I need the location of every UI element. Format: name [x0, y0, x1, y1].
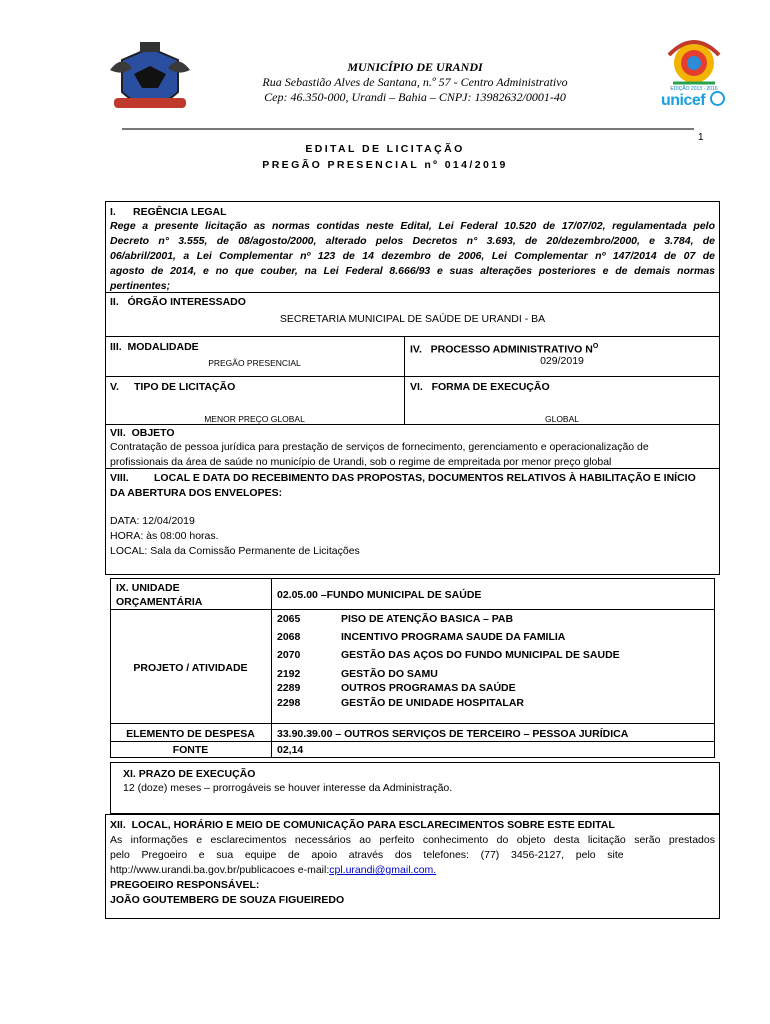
section3-heading: III. MODALIDADE [110, 341, 199, 353]
section12-line1: As informações e esclarecimentos necessários ao perfeito conhecimento do objeto desta licitação serão prestados [110, 834, 715, 846]
section6-heading: VI. FORMA DE EXECUÇÃO [410, 381, 550, 393]
rule-after-section2 [105, 336, 720, 337]
section6-value: GLOBAL [544, 414, 580, 424]
seal-edition-text: EDIÇÃO 2013 - 2016 [670, 86, 718, 92]
municipal-coat-of-arms [100, 40, 200, 122]
section4-heading-sup: O [592, 343, 599, 350]
section7-line1: Contratação de pessoa jurídica para prestação de serviços de fornecimento, gerenciamento e operacionalização de [110, 441, 649, 453]
rule-after-section1 [105, 292, 720, 293]
section1-line2: Decreto n° 3.555, de 08/agosto/2000, alterado pelos Decretos n° 3.693, de 20/dezembro/2000, e 3.784, de [110, 235, 715, 247]
project-activity-label: PROJETO / ATIVIDADE [133, 662, 248, 674]
project-code: 2068 [277, 631, 301, 643]
project-code: 2065 [277, 613, 301, 625]
section1-number: I. [110, 206, 116, 218]
section9-label-line1: IX. UNIDADE [116, 582, 180, 594]
section8-date: DATA: 12/04/2019 [110, 515, 195, 527]
section4-value: 029/2019 [540, 355, 584, 367]
section1-line1: Rege a presente licitação as normas contidas neste Edital, Lei Federal 10.520 de 17/07/02, regulamentada pelo [110, 220, 715, 232]
section1-line3: 06/abril/2001, a Lei Complementar nº 123 de 14 dezembro de 2006, Lei Complementar nº 147/2014 de 07 de [110, 250, 715, 262]
municipio-aprovado-seal [663, 33, 725, 88]
budget-col-divider [271, 578, 272, 758]
section4-heading-text: IV. PROCESSO ADMINISTRATIVO N [410, 343, 593, 356]
project-name: PISO DE ATENÇÃO BASICA – PAB [341, 613, 514, 625]
section8-place: LOCAL: Sala da Comissão Permanente de Licitações [110, 545, 360, 557]
section8-time: HORA: às 08:00 horas. [110, 530, 219, 542]
section12-line2: pelo Pregoeiro e sua equipe de apoio através dos telefones: (77) 3456-2127, pelo site [110, 849, 624, 861]
budget-rule-2 [110, 723, 715, 724]
section8-number: VIII. [110, 472, 129, 484]
section12-heading: XII. LOCAL, HORÁRIO E MEIO DE COMUNICAÇÃO PARA ESCLARECIMENTOS SOBRE ESTE EDITAL [110, 819, 615, 831]
section11-text: 12 (doze) meses – prorrogáveis se houver interesse da Administração. [123, 782, 453, 794]
section9-unit-value: 02.05.00 –FUNDO MUNICIPAL DE SAÚDE [277, 589, 482, 601]
municipality-name: MUNICÍPIO DE URANDI [347, 60, 483, 74]
page-number: 1 [698, 132, 704, 143]
mid-divider [404, 336, 405, 424]
source-label: FONTE [172, 744, 209, 756]
section1-line5: pertinentes; [110, 280, 171, 292]
source-value: 02,14 [277, 744, 304, 756]
unicef-wordmark: unicef [661, 92, 706, 109]
address-line: Rua Sebastião Alves de Santana, n.º 57 - Centro Administrativo [262, 75, 568, 89]
section3-value: PREGÃO PRESENCIAL [208, 358, 301, 368]
pregao-title: PREGÃO PRESENCIAL nº 014/2019 [262, 159, 508, 171]
expense-element-value: 33.90.39.00 – OUTROS SERVIÇOS DE TERCEIRO – PESSOA JURÍDICA [277, 728, 629, 740]
cep-cnpj-line: Cep: 46.350-000, Urandi – Bahia – CNPJ: 13982632/0001-40 [264, 90, 566, 104]
project-name: GESTÃO DAS AÇOS DO FUNDO MUNICIPAL DE SAUDE [341, 649, 620, 661]
project-code: 2070 [277, 649, 301, 661]
section8-heading-line1: LOCAL E DATA DO RECEBIMENTO DAS PROPOSTAS, DOCUMENTOS RELATIVOS À HABILITAÇÃO E INÍCIO [154, 472, 696, 484]
section1-line4: agosto de 2014, e no que couber, na Lei Federal 8.666/93 e suas alterações posteriores e de demais normas [110, 265, 715, 277]
site-url-text: http://www.urandi.ba.gov.br/publicacoes e-mail: [110, 864, 330, 876]
section2-heading: II. ÓRGÃO INTERESSADO [110, 296, 246, 308]
section11-heading: XI. PRAZO DE EXECUÇÃO [123, 768, 256, 780]
section1-heading: REGÊNCIA LEGAL [133, 206, 227, 218]
project-name: GESTÃO DE UNIDADE HOSPITALAR [341, 697, 524, 709]
project-name: OUTROS PROGRAMAS DA SAÚDE [341, 682, 516, 694]
budget-rule-3 [110, 741, 715, 742]
unicef-logo [661, 91, 725, 110]
section5-heading: TIPO DE LICITAÇÃO [134, 381, 236, 393]
budget-rule-1 [110, 609, 715, 610]
rule-after-section3 [105, 376, 720, 377]
project-code: 2289 [277, 682, 301, 694]
edital-title: EDITAL DE LICITAÇÃO [305, 143, 465, 155]
section7-heading: VII. OBJETO [110, 427, 175, 439]
project-name: GESTÃO DO SAMU [341, 668, 438, 680]
globe-icon [710, 91, 725, 106]
project-code: 2192 [277, 668, 301, 680]
section12-line3 [110, 863, 436, 877]
section5-value: MENOR PREÇO GLOBAL [204, 414, 305, 424]
email-link[interactable]: cpl.urandi@gmail.com. [329, 864, 437, 876]
section7-line2: profissionais da área de saúde no município de Urandi, sob o regime de empreitada por menor preço global [110, 456, 612, 468]
responsible-name: JOÃO GOUTEMBERG DE SOUZA FIGUEIREDO [110, 894, 345, 906]
section2-value: SECRETARIA MUNICIPAL DE SAÚDE DE URANDI - BA [279, 313, 546, 325]
section5-number: V. [110, 381, 119, 393]
project-name: INCENTIVO PROGRAMA SAUDE DA FAMILIA [341, 631, 566, 643]
header-rule [122, 128, 694, 130]
responsible-label: PREGOEIRO RESPONSÁVEL: [110, 879, 260, 891]
project-code: 2298 [277, 697, 301, 709]
section8-heading-line2: DA ABERTURA DOS ENVELOPES: [110, 487, 283, 499]
section9-label-line2: ORÇAMENTÁRIA [116, 596, 203, 608]
expense-element-label: ELEMENTO DE DESPESA [126, 728, 255, 740]
